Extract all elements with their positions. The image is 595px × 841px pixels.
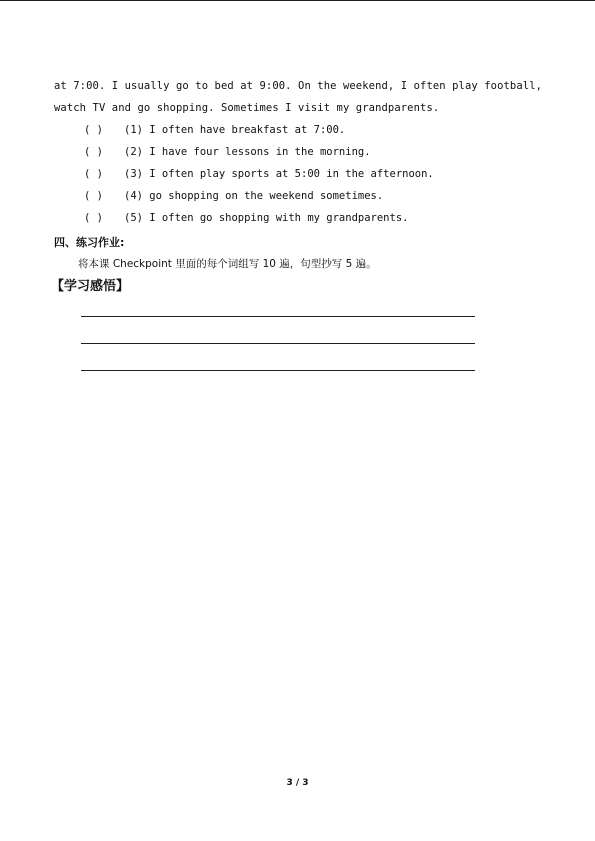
passage-line-2: watch TV and go shopping. Sometimes I visit my grandparents.: [54, 102, 440, 114]
answer-blank[interactable]: ( ): [84, 212, 103, 224]
question-2: [84, 146, 371, 158]
section-heading-homework: 四、练习作业:: [54, 236, 125, 249]
question-1: [84, 124, 345, 136]
question-3: [84, 168, 434, 180]
answer-blank[interactable]: ( ): [84, 168, 103, 180]
question-text: (3) I often play sports at 5:00 in the afternoon.: [124, 168, 434, 180]
writing-line-1[interactable]: [81, 316, 475, 317]
answer-blank[interactable]: ( ): [84, 190, 103, 202]
page-number: 3 / 3: [286, 778, 309, 788]
question-text: (4) go shopping on the weekend sometimes.: [124, 190, 384, 202]
question-5: [84, 212, 408, 224]
question-4: [84, 190, 383, 202]
page-top-rule: [0, 0, 595, 1]
passage-line-1: at 7:00. I usually go to bed at 9:00. On the weekend, I often play football,: [54, 80, 543, 92]
question-text: (1) I often have breakfast at 7:00.: [124, 124, 346, 136]
writing-line-3[interactable]: [81, 370, 475, 371]
homework-instruction: 将本课 Checkpoint 里面的每个词组写 10 遍，句型抄写 5 遍。: [78, 258, 377, 270]
reflection-title: 【学习感悟】: [51, 279, 130, 294]
answer-blank[interactable]: ( ): [84, 124, 103, 136]
question-text: (2) I have four lessons in the morning.: [124, 146, 371, 158]
question-text: (5) I often go shopping with my grandparents.: [124, 212, 409, 224]
writing-line-2[interactable]: [81, 343, 475, 344]
answer-blank[interactable]: ( ): [84, 146, 103, 158]
